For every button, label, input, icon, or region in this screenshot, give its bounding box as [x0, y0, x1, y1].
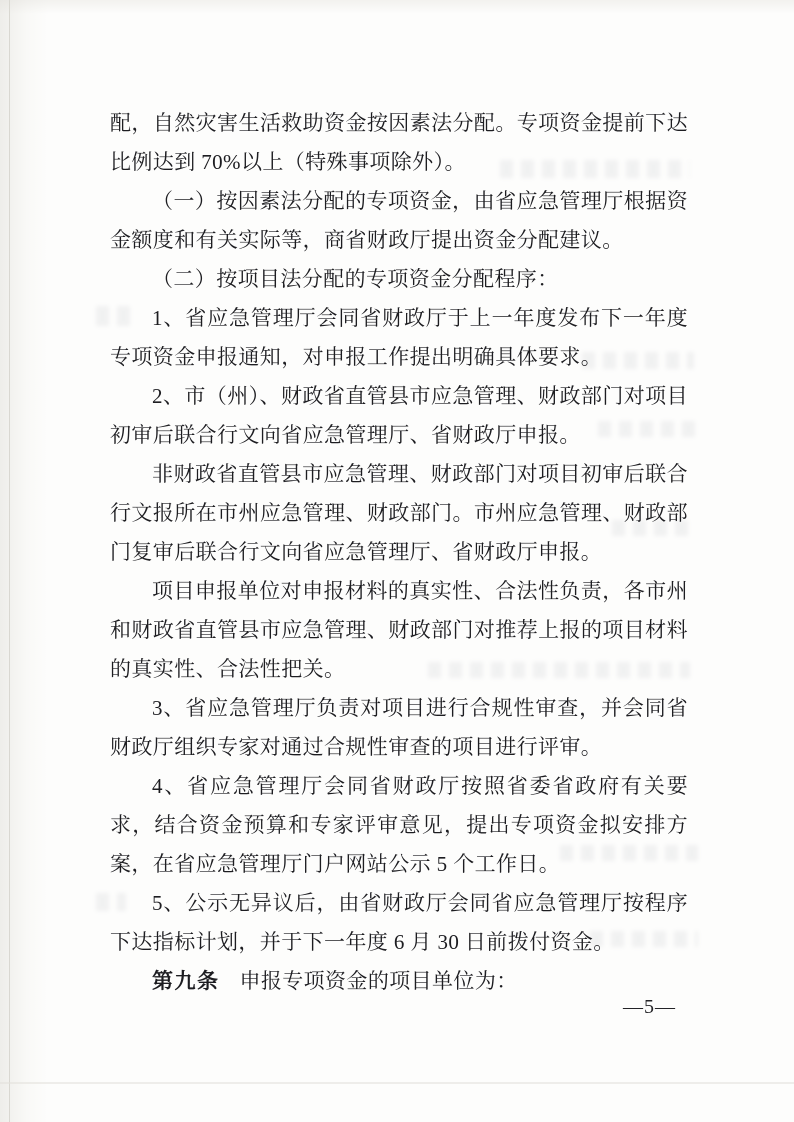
page-number: —5— — [623, 996, 676, 1018]
scan-edge-shading-left — [0, 0, 48, 1122]
article-clause-9-number: 第九条 — [152, 970, 220, 993]
body-paragraph-continuation: 配，自然灾害生活救助资金按因素法分配。专项资金提前下达比例达到 70%以上（特殊事项除外）。 — [110, 111, 688, 174]
body-paragraph-step-2: 2、市（州）、财政省直管县市应急管理、财政部门对项目初审后联合行文向省应急管理厅、省财政厅申报。 — [110, 384, 688, 447]
body-paragraph-responsibility: 项目申报单位对申报材料的真实性、合法性负责，各市州和财政省直管县市应急管理、财政部门对推荐上报的项目材料的真实性、合法性把关。 — [110, 579, 688, 681]
body-paragraph-step-5: 5、公示无异议后，由省财政厅会同省应急管理厅按程序下达指标计划，并于下一年度 6 月 30 日前拨付资金。 — [110, 891, 688, 954]
document-body — [110, 104, 688, 1001]
scan-edge-line-bottom — [0, 1082, 794, 1084]
scan-fold-line — [9, 0, 10, 1122]
scan-edge-shading-top — [0, 0, 794, 14]
body-paragraph-step-3: 3、省应急管理厅负责对项目进行合规性审查，并会同省财政厅组织专家对通过合规性审查的项目进行评审。 — [110, 696, 688, 759]
body-paragraph-item-2: （二）按项目法分配的专项资金分配程序： — [152, 267, 559, 291]
article-clause-9 — [110, 962, 688, 1001]
body-paragraph-item-1: （一）按因素法分配的专项资金，由省应急管理厅根据资金额度和有关实际等，商省财政厅提出资金分配建议。 — [110, 189, 688, 252]
body-paragraph-step-4: 4、省应急管理厅会同省财政厅按照省委省政府有关要求，结合资金预算和专家评审意见，提出专项资金拟安排方案，在省应急管理厅门户网站公示 5 个工作日。 — [110, 774, 688, 876]
body-paragraph-step-1: 1、省应急管理厅会同省财政厅于上一年度发布下一年度专项资金申报通知，对申报工作提出明确具体要求。 — [110, 306, 688, 369]
article-clause-9-text: 申报专项资金的项目单位为： — [239, 969, 518, 993]
body-paragraph-step-2-continued: 非财政省直管县市应急管理、财政部门对项目初审后联合行文报所在市州应急管理、财政部门。市州应急管理、财政部门复审后联合行文向省应急管理厅、省财政厅申报。 — [110, 462, 688, 564]
